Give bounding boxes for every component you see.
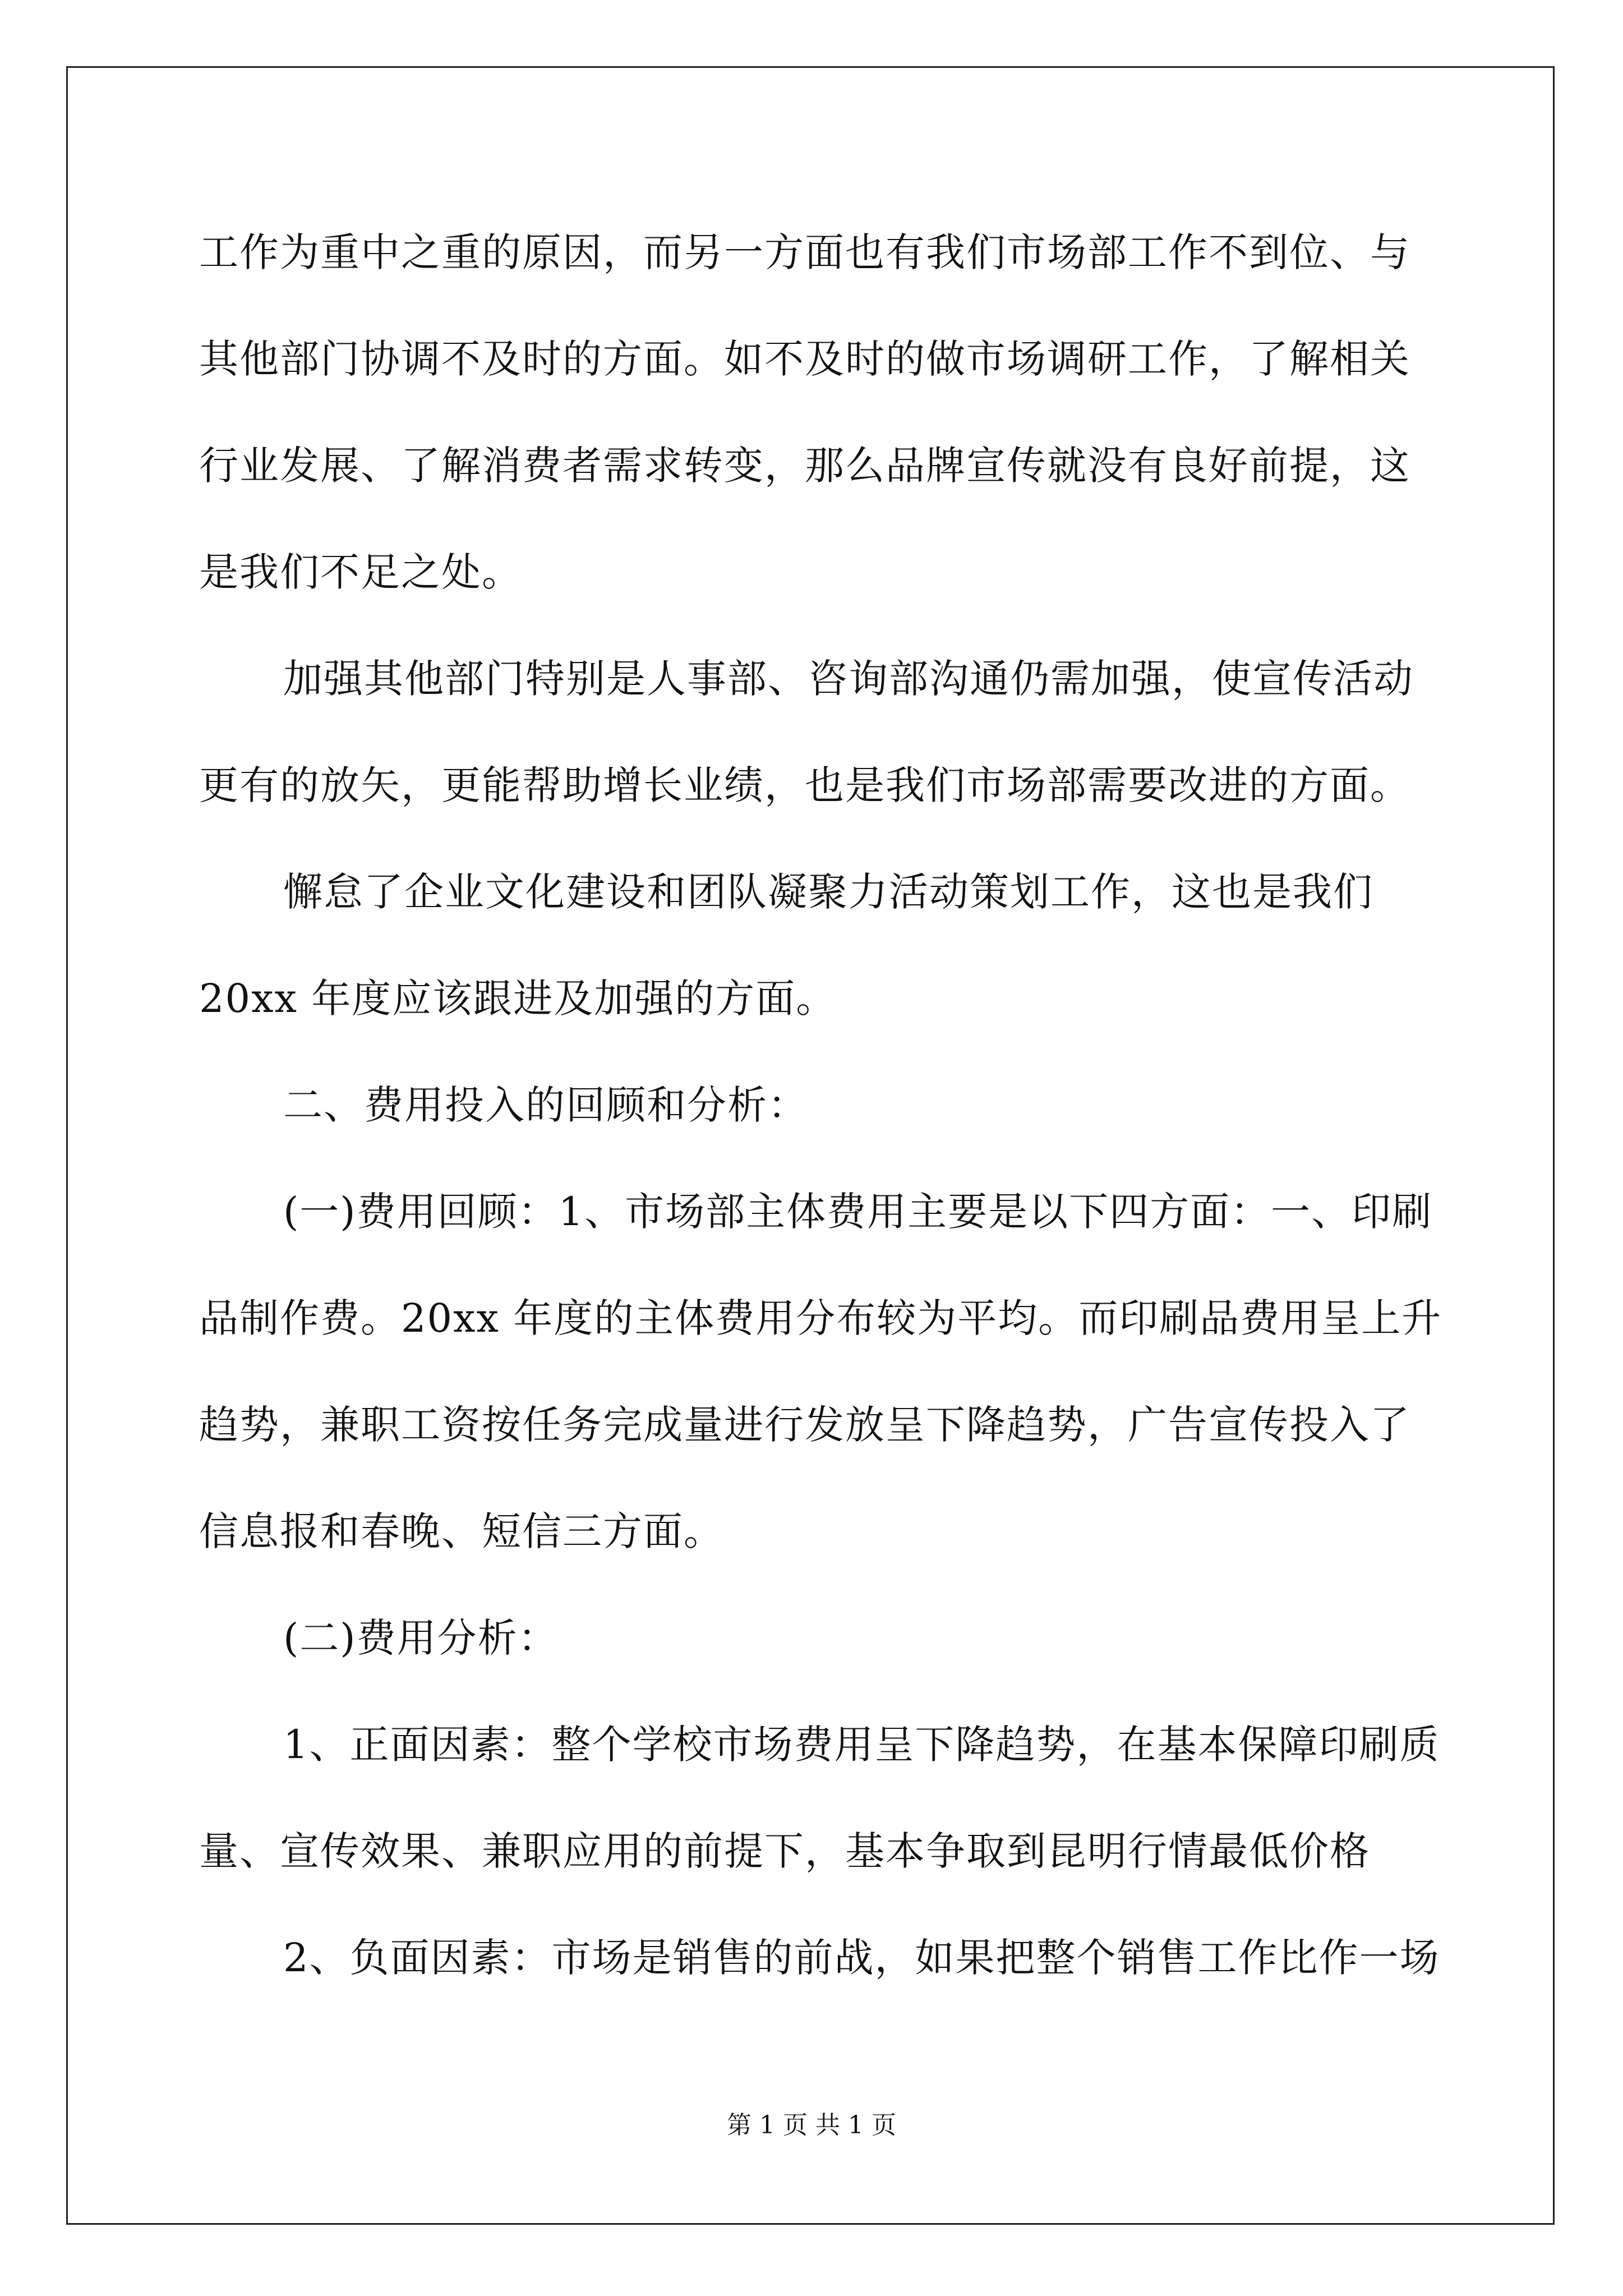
text-line: (一)费用回顾：1、市场部主体费用主要是以下四方面：一、印刷 bbox=[283, 1189, 1433, 1235]
text-line: 加强其他部门特别是人事部、咨询部沟通仍需加强，使宣传活动 bbox=[283, 656, 1414, 702]
text-line: 量、宣传效果、兼职应用的前提下，基本争取到昆明行情最低价格 bbox=[199, 1828, 1370, 1874]
text-line: 行业发展、了解消费者需求转变，那么品牌宣传就没有良好前提，这 bbox=[199, 443, 1410, 489]
text-line: 工作为重中之重的原因，而另一方面也有我们市场部工作不到位、与 bbox=[199, 229, 1410, 275]
page-footer: 第 1 页 共 1 页 bbox=[727, 2111, 896, 2139]
text-line: 更有的放矢，更能帮助增长业绩，也是我们市场部需要改进的方面。 bbox=[199, 762, 1410, 808]
text-line: 懈怠了企业文化建设和团队凝聚力活动策划工作，这也是我们 bbox=[283, 869, 1373, 915]
text-line: 趋势，兼职工资按任务完成量进行发放呈下降趋势，广告宣传投入了 bbox=[199, 1402, 1410, 1448]
text-line: 20xx 年度应该跟进及加强的方面。 bbox=[199, 976, 837, 1022]
text-line: 是我们不足之处。 bbox=[199, 549, 522, 595]
text-line: 其他部门协调不及时的方面。如不及时的做市场调研工作，了解相关 bbox=[199, 336, 1410, 382]
text-line: 信息报和春晚、短信三方面。 bbox=[199, 1508, 724, 1554]
subsection-heading: (二)费用分析： bbox=[283, 1615, 559, 1661]
section-heading: 二、费用投入的回顾和分析： bbox=[283, 1082, 808, 1128]
text-line: 品制作费。20xx 年度的主体费用分布较为平均。而印刷品费用呈上升 bbox=[199, 1295, 1442, 1341]
text-line: 1、正面因素：整个学校市场费用呈下降趋势，在基本保障印刷质 bbox=[283, 1722, 1440, 1768]
document-body bbox=[199, 199, 1442, 2011]
text-line: 2、负面因素：市场是销售的前战，如果把整个销售工作比作一场 bbox=[283, 1935, 1440, 1981]
